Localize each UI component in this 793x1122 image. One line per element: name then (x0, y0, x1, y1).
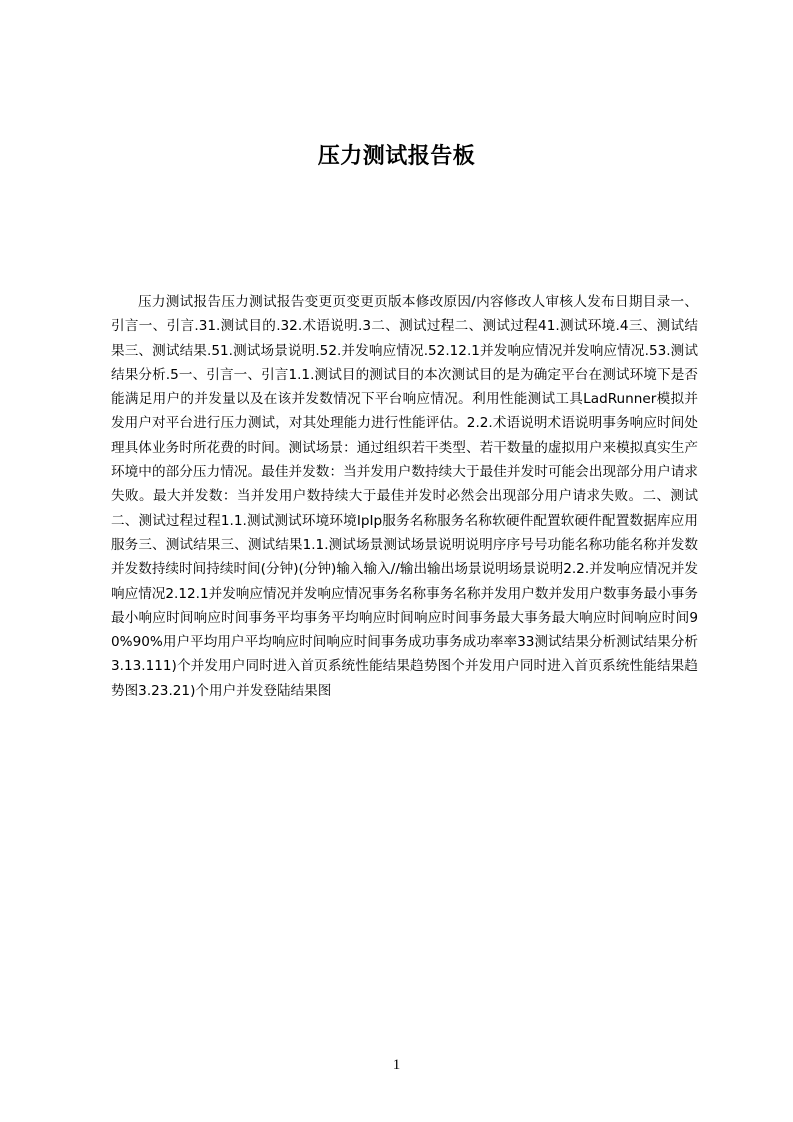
document-body-paragraph: 压力测试报告压力测试报告变更页变更页版本修改原因/内容修改人审核人发布日期目录一、引言一、引言.31.测试目的.32.术语说明.3二、测试过程二、测试过程41.测试环境.4三、测试结果三、测试结果.51.测试场景说明.52.并发响应情况.52.12.1并发响应情况并发响应情况.53.测试结果分析.5一、引言一、引言1.1.测试目的测试目的本次测试目的是为确定平台在测试环境下是否能满足用户的并发量以及在该并发数情况下平台响应情况。利用性能测试工具LadRunner模拟并发用户对平台进行压力测试，对其处理能力进行性能评估。2.2.术语说明术语说明事务响应时间处理具体业务时所花费的时间。测试场景：通过组织若干类型、若干数量的虚拟用户来模拟真实生产环境中的部分压力情况。最佳并发数：当并发用户数持续大于最佳并发时可能会出现部分用户请求失败。最大并发数：当并发用户数持续大于最佳并发时必然会出现部分用户请求失败。二、测试二、测试过程过程1.1.测试测试环境环境IpIp服务名称服务名称软硬件配置软硬件配置数据库应用服务三、测试结果三、测试结果1.1.测试场景测试场景说明说明序序号号功能名称功能名称并发数并发数持续时间持续时间(分钟)(分钟)输入输入//输出输出场景说明场景说明2.2.并发响应情况并发响应情况2.12.1并发响应情况并发响应情况事务名称事务名称并发用户数并发用户数事务最小事务最小响应时间响应时间事务平均事务平均响应时间响应时间事务最大事务最大响应时间响应时间90%90%用户平均用户平均响应时间响应时间事务成功事务成功率率33测试结果分析测试结果分析3.13.111)个并发用户同时进入首页系统性能结果趋势图个并发用户同时进入首页系统性能结果趋势图3.23.21)个用户并发登陆结果图 (111, 294, 698, 699)
page-number: 1 (392, 1057, 401, 1073)
document-title: 压力测试报告板 (317, 144, 476, 169)
